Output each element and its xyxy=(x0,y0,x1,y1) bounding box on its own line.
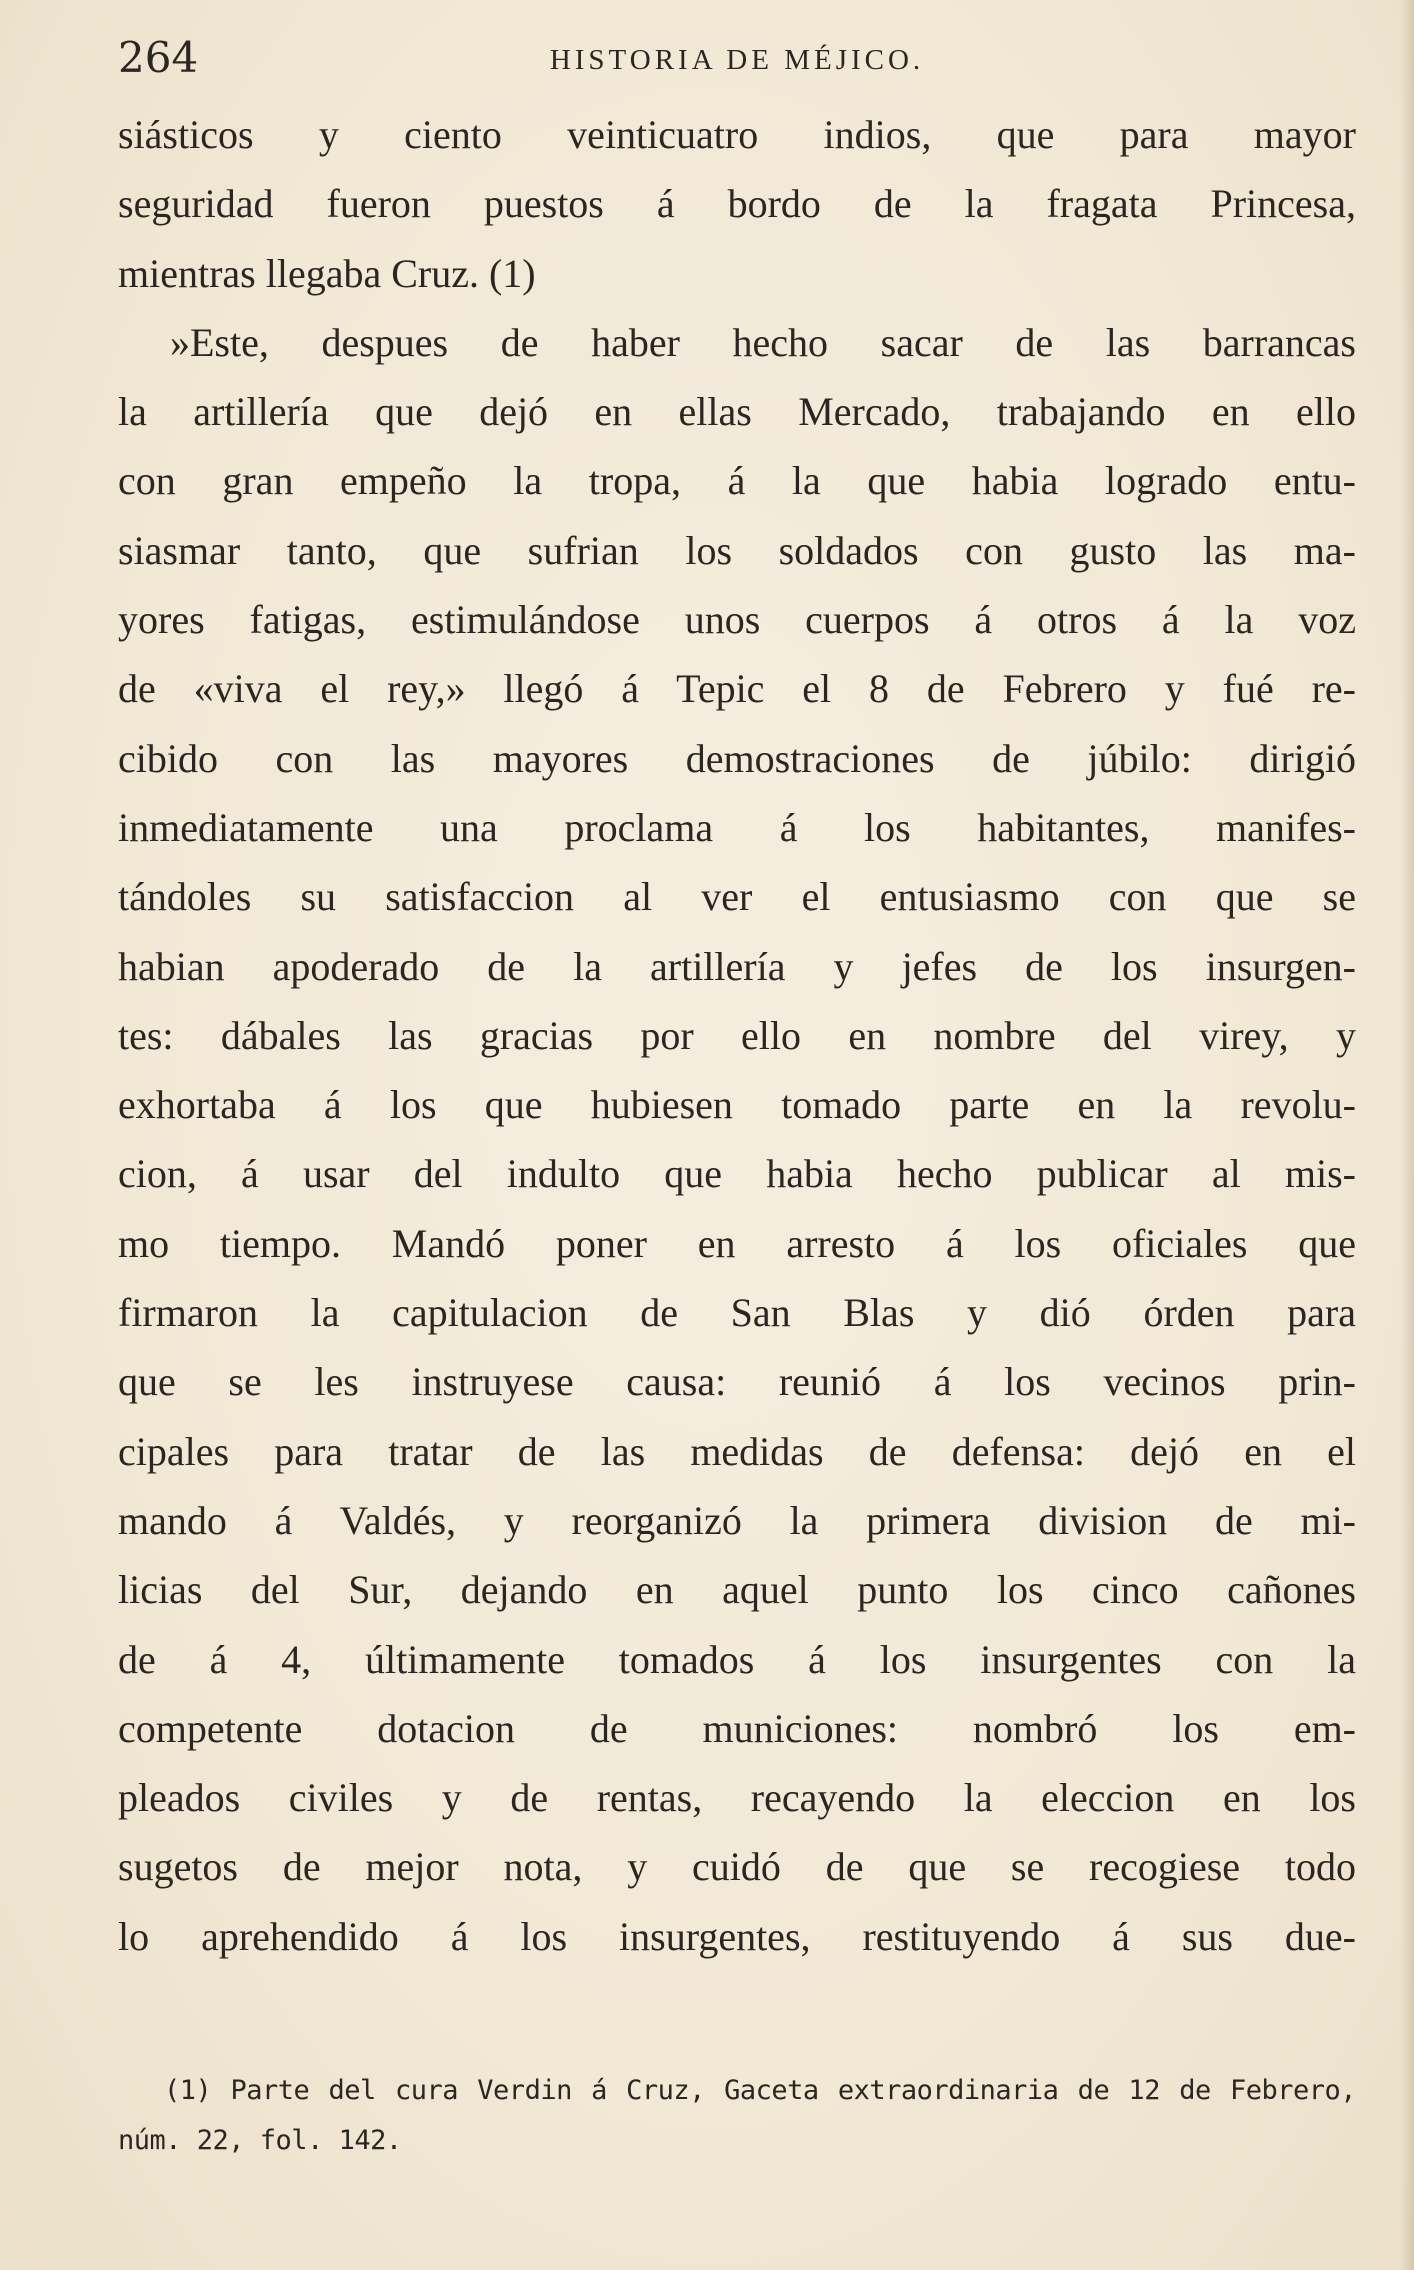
text-line: inmediatamente una proclama á los habitantes, manifes- xyxy=(118,804,1356,850)
running-title: HISTORIA DE MÉJICO. xyxy=(549,44,925,76)
text-line: que se les instruyese causa: reunió á los vecinos prin- xyxy=(118,1359,1356,1405)
text-line: competente dotacion de municiones: nombró los em- xyxy=(118,1705,1356,1751)
text-line: cibido con las mayores demostraciones de júbilo: dirigió xyxy=(118,735,1356,781)
text-line: siasmar tanto, que sufrian los soldados con gusto las ma- xyxy=(118,527,1356,573)
page-header xyxy=(118,28,1356,88)
text-line: seguridad fueron puestos á bordo de la fragata Princesa, xyxy=(118,181,1356,227)
text-line: mo tiempo. Mandó poner en arresto á los oficiales que xyxy=(118,1220,1356,1266)
text-line: habian apoderado de la artillería y jefes de los insurgen- xyxy=(118,943,1356,989)
page-edge-shadow xyxy=(1400,0,1414,2270)
text-line: licias del Sur, dejando en aquel punto los cinco cañones xyxy=(118,1567,1356,1613)
text-line: pleados civiles y de rentas, recayendo la eleccion en los xyxy=(118,1775,1356,1821)
text-line: tándoles su satisfaccion al ver el entusiasmo con que se xyxy=(118,874,1356,920)
text-line: mando á Valdés, y reorganizó la primera division de mi- xyxy=(118,1497,1356,1543)
text-line: de «viva el rey,» llegó á Tepic el 8 de Febrero y fué re- xyxy=(118,666,1356,712)
page-number: 264 xyxy=(118,33,199,82)
text-line: con gran empeño la tropa, á la que habia logrado entu- xyxy=(118,458,1356,504)
text-line: mientras llegaba Cruz. (1) xyxy=(118,250,536,296)
text-line: cipales para tratar de las medidas de defensa: dejó en el xyxy=(118,1428,1356,1474)
text-line: lo aprehendido á los insurgentes, restituyendo á sus due- xyxy=(118,1913,1356,1959)
text-line: sugetos de mejor nota, y cuidó de que se recogiese todo xyxy=(118,1844,1356,1890)
footnote-line: (1) Parte del cura Verdin á Cruz, Gaceta extraordinaria de 12 de Febrero, xyxy=(164,2075,1356,2106)
text-line: siásticos y ciento veinticuatro indios, que para mayor xyxy=(118,112,1356,157)
text-line: firmaron la capitulacion de San Blas y dió órden para xyxy=(118,1290,1356,1336)
body-text xyxy=(118,100,1356,1971)
footnote-line: núm. 22, fol. 142. xyxy=(118,2125,402,2156)
text-line: cion, á usar del indulto que habia hecho publicar al mis- xyxy=(118,1151,1356,1197)
footnote xyxy=(118,2066,1356,2166)
text-line: exhortaba á los que hubiesen tomado parte en la revolu- xyxy=(118,1082,1356,1128)
text-line: tes: dábales las gracias por ello en nombre del virey, y xyxy=(118,1012,1356,1058)
text-line: de á 4, últimamente tomados á los insurgentes con la xyxy=(118,1636,1356,1682)
text-line: yores fatigas, estimulándose unos cuerpos á otros á la voz xyxy=(118,597,1356,643)
text-line: »Este, despues de haber hecho sacar de las barrancas xyxy=(170,319,1356,365)
text-line: la artillería que dejó en ellas Mercado, trabajando en ello xyxy=(118,389,1356,435)
